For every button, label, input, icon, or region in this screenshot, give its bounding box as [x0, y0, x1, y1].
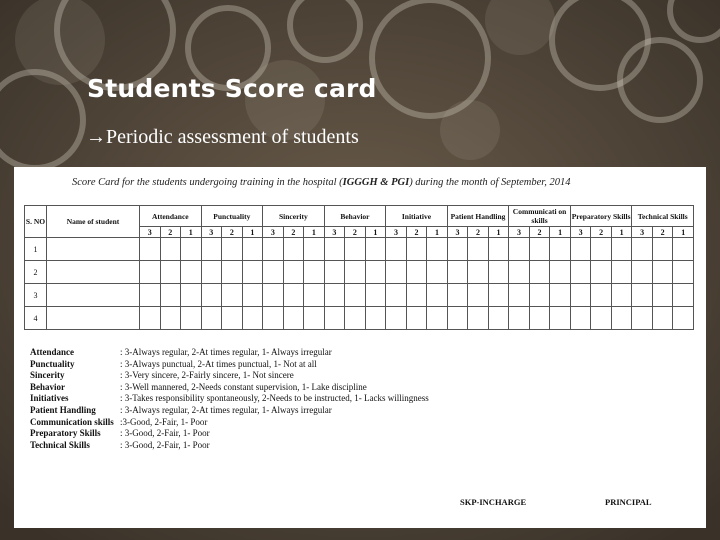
- criterion-header: Preparatory Skills: [570, 206, 632, 227]
- score-cell: [427, 284, 448, 307]
- score-cell: [201, 307, 222, 330]
- score-level-cell: 3: [263, 227, 284, 238]
- score-level-cell: 3: [509, 227, 530, 238]
- signature-skp-incharge: SKP-INCHARGE: [460, 497, 527, 507]
- table-row: [25, 284, 694, 307]
- score-level-cell: 1: [550, 227, 571, 238]
- score-cell: [160, 238, 181, 261]
- score-cell: [550, 284, 571, 307]
- score-cell: [447, 284, 468, 307]
- score-cell: [468, 307, 489, 330]
- score-cell: [386, 307, 407, 330]
- serial-number-cell: 4: [25, 307, 47, 330]
- score-cell: [263, 238, 284, 261]
- score-cell: [611, 261, 632, 284]
- score-level-cell: 2: [652, 227, 673, 238]
- criterion-header: Attendance: [140, 206, 202, 227]
- score-cell: [488, 307, 509, 330]
- score-level-cell: 1: [488, 227, 509, 238]
- score-cell: [611, 284, 632, 307]
- score-cell: [201, 284, 222, 307]
- score-cell: [673, 307, 694, 330]
- score-cell: [160, 284, 181, 307]
- score-cell: [468, 238, 489, 261]
- criterion-header: Behavior: [324, 206, 386, 227]
- score-level-cell: 2: [160, 227, 181, 238]
- score-level-cell: 3: [632, 227, 653, 238]
- score-cell: [345, 238, 366, 261]
- score-cell: [427, 307, 448, 330]
- score-cell: [345, 261, 366, 284]
- score-cell: [386, 238, 407, 261]
- legend-value: : 3-Always regular, 2-At times regular, 1- Always irregular: [120, 347, 332, 357]
- score-cell: [591, 307, 612, 330]
- score-cell: [529, 238, 550, 261]
- legend-key: Punctuality: [30, 358, 75, 369]
- score-cell: [242, 307, 263, 330]
- score-level-cell: 2: [222, 227, 243, 238]
- score-cell: [632, 261, 653, 284]
- table-row: [25, 261, 694, 284]
- legend-value: : 3-Always punctual, 2-At times punctual, 1- Not at all: [120, 358, 317, 369]
- legend-key: Patient Handling: [30, 404, 96, 415]
- criterion-header: Communicati on skills: [509, 206, 571, 227]
- score-cell: [591, 284, 612, 307]
- score-level-cell: 1: [673, 227, 694, 238]
- table-row: [25, 238, 694, 261]
- score-cell: [304, 307, 325, 330]
- score-cell: [550, 261, 571, 284]
- score-cell: [488, 284, 509, 307]
- score-cell: [304, 261, 325, 284]
- score-cell: [652, 307, 673, 330]
- score-cell: [529, 284, 550, 307]
- score-cell: [140, 261, 161, 284]
- score-cell: [181, 238, 202, 261]
- score-level-cell: 1: [365, 227, 386, 238]
- score-cell: [365, 307, 386, 330]
- score-cell: [611, 307, 632, 330]
- score-cell: [201, 238, 222, 261]
- score-cell: [324, 261, 345, 284]
- score-cell: [468, 284, 489, 307]
- legend-key: Sincerity: [30, 370, 65, 381]
- heading-hospital-name: IGGGH & PGI: [342, 177, 410, 188]
- score-cell: [181, 307, 202, 330]
- score-cell: [263, 307, 284, 330]
- criterion-header: Patient Handling: [447, 206, 509, 227]
- score-cell: [263, 284, 284, 307]
- score-cell: [324, 307, 345, 330]
- legend-key: Attendance: [30, 347, 74, 357]
- score-cell: [447, 238, 468, 261]
- score-cell: [632, 284, 653, 307]
- score-level-cell: 3: [447, 227, 468, 238]
- score-cell: [386, 284, 407, 307]
- legend-value: : 3-Well mannered, 2-Needs constant supervision, 1- Lake discipline: [120, 381, 367, 392]
- legend-key: Technical Skills: [30, 439, 90, 450]
- score-cell: [365, 261, 386, 284]
- score-card-image: [14, 167, 706, 528]
- score-cell: [529, 261, 550, 284]
- score-cell: [632, 307, 653, 330]
- score-cell: [427, 261, 448, 284]
- legend-value: : 3-Takes responsibility spontaneously, 2-Needs to be instructed, 1- Lacks willingness: [120, 393, 429, 404]
- score-level-cell: 2: [529, 227, 550, 238]
- legend-key: Behavior: [30, 381, 65, 392]
- score-level-cell: 2: [468, 227, 489, 238]
- score-cell: [345, 284, 366, 307]
- score-cell: [283, 261, 304, 284]
- score-cell: [673, 261, 694, 284]
- signature-principal: PRINCIPAL: [605, 497, 652, 507]
- score-cell: [160, 261, 181, 284]
- score-cell: [447, 261, 468, 284]
- score-cell: [283, 284, 304, 307]
- score-cell: [365, 238, 386, 261]
- score-cell: [406, 284, 427, 307]
- score-level-cell: 2: [406, 227, 427, 238]
- score-cell: [488, 238, 509, 261]
- score-cell: [160, 307, 181, 330]
- score-cell: [550, 238, 571, 261]
- score-cell: [570, 238, 591, 261]
- name-header: Name of student: [47, 206, 140, 238]
- score-cell: [222, 307, 243, 330]
- score-cell: [181, 261, 202, 284]
- score-cell: [529, 307, 550, 330]
- serial-number-cell: 2: [25, 261, 47, 284]
- score-cell: [222, 238, 243, 261]
- score-cell: [181, 284, 202, 307]
- score-cell: [427, 238, 448, 261]
- score-cell: [242, 238, 263, 261]
- score-cell: [304, 238, 325, 261]
- legend-key: Initiatives: [30, 393, 69, 404]
- score-cell: [570, 261, 591, 284]
- score-cell: [632, 238, 653, 261]
- student-name-cell: [47, 284, 140, 307]
- student-name-cell: [47, 307, 140, 330]
- score-level-cell: 1: [181, 227, 202, 238]
- score-level-cell: 1: [611, 227, 632, 238]
- score-cell: [570, 284, 591, 307]
- score-cell: [509, 307, 530, 330]
- score-level-cell: 3: [570, 227, 591, 238]
- score-level-cell: 2: [283, 227, 304, 238]
- heading-text-end: ) during the month of September, 2014: [409, 177, 571, 188]
- sno-header: S. NO: [25, 206, 47, 238]
- score-cell: [242, 261, 263, 284]
- score-level-cell: 1: [427, 227, 448, 238]
- score-cell: [406, 261, 427, 284]
- score-cell: [283, 307, 304, 330]
- score-cell: [140, 307, 161, 330]
- score-level-cell: 3: [324, 227, 345, 238]
- score-cell: [201, 261, 222, 284]
- score-cell: [263, 261, 284, 284]
- score-cell: [509, 261, 530, 284]
- score-cell: [406, 238, 427, 261]
- criterion-header: Initiative: [386, 206, 448, 227]
- score-level-cell: 3: [201, 227, 222, 238]
- score-cell: [283, 238, 304, 261]
- slide-subtitle: →Periodic assessment of students: [86, 126, 359, 148]
- legend-key: Preparatory Skills: [30, 428, 101, 439]
- table-row: [25, 307, 694, 330]
- score-cell: [304, 284, 325, 307]
- score-cell: [386, 261, 407, 284]
- score-cell: [652, 238, 673, 261]
- criterion-header: Sincerity: [263, 206, 325, 227]
- heading-text-start: Score Card for the students undergoing training in the hospital (: [72, 177, 343, 188]
- score-level-cell: 3: [140, 227, 161, 238]
- slide-title: Students Score card: [87, 74, 377, 103]
- score-cell: [140, 284, 161, 307]
- legend-value: : 3-Very sincere, 2-Fairly sincere, 1- Not sincere: [120, 370, 294, 381]
- score-cell: [652, 284, 673, 307]
- legend-value: : 3-Good, 2-Fair, 1- Poor: [120, 439, 210, 450]
- student-rows: [25, 238, 694, 330]
- score-table: [24, 205, 694, 330]
- score-cell: [222, 284, 243, 307]
- score-cell: [673, 284, 694, 307]
- score-cell: [406, 307, 427, 330]
- legend-value: : 3-Always regular, 2-At times regular, 1- Always irregular: [120, 404, 332, 415]
- student-name-cell: [47, 238, 140, 261]
- criterion-header: Technical Skills: [632, 206, 694, 227]
- serial-number-cell: 1: [25, 238, 47, 261]
- legend-value: :3-Good, 2-Fair, 1- Poor: [120, 416, 208, 427]
- score-cell: [324, 238, 345, 261]
- score-cell: [488, 261, 509, 284]
- criterion-header: Punctuality: [201, 206, 263, 227]
- score-level-cell: 3: [386, 227, 407, 238]
- score-cell: [509, 284, 530, 307]
- score-level-cell: 2: [345, 227, 366, 238]
- score-cell: [673, 238, 694, 261]
- score-cell: [591, 261, 612, 284]
- serial-number-cell: 3: [25, 284, 47, 307]
- legend-key: Communication skills: [30, 416, 114, 427]
- score-cell: [652, 261, 673, 284]
- score-cell: [570, 307, 591, 330]
- score-level-cell: 1: [304, 227, 325, 238]
- score-cell: [345, 307, 366, 330]
- score-cell: [140, 238, 161, 261]
- score-cell: [447, 307, 468, 330]
- score-level-cell: 2: [591, 227, 612, 238]
- score-cell: [550, 307, 571, 330]
- score-card-heading: [72, 177, 692, 188]
- score-cell: [509, 238, 530, 261]
- score-level-cell: 1: [242, 227, 263, 238]
- score-cell: [591, 238, 612, 261]
- score-cell: [222, 261, 243, 284]
- student-name-cell: [47, 261, 140, 284]
- score-cell: [324, 284, 345, 307]
- legend-value: : 3-Good, 2-Fair, 1- Poor: [120, 428, 210, 439]
- score-cell: [365, 284, 386, 307]
- score-cell: [611, 238, 632, 261]
- score-cell: [468, 261, 489, 284]
- score-cell: [242, 284, 263, 307]
